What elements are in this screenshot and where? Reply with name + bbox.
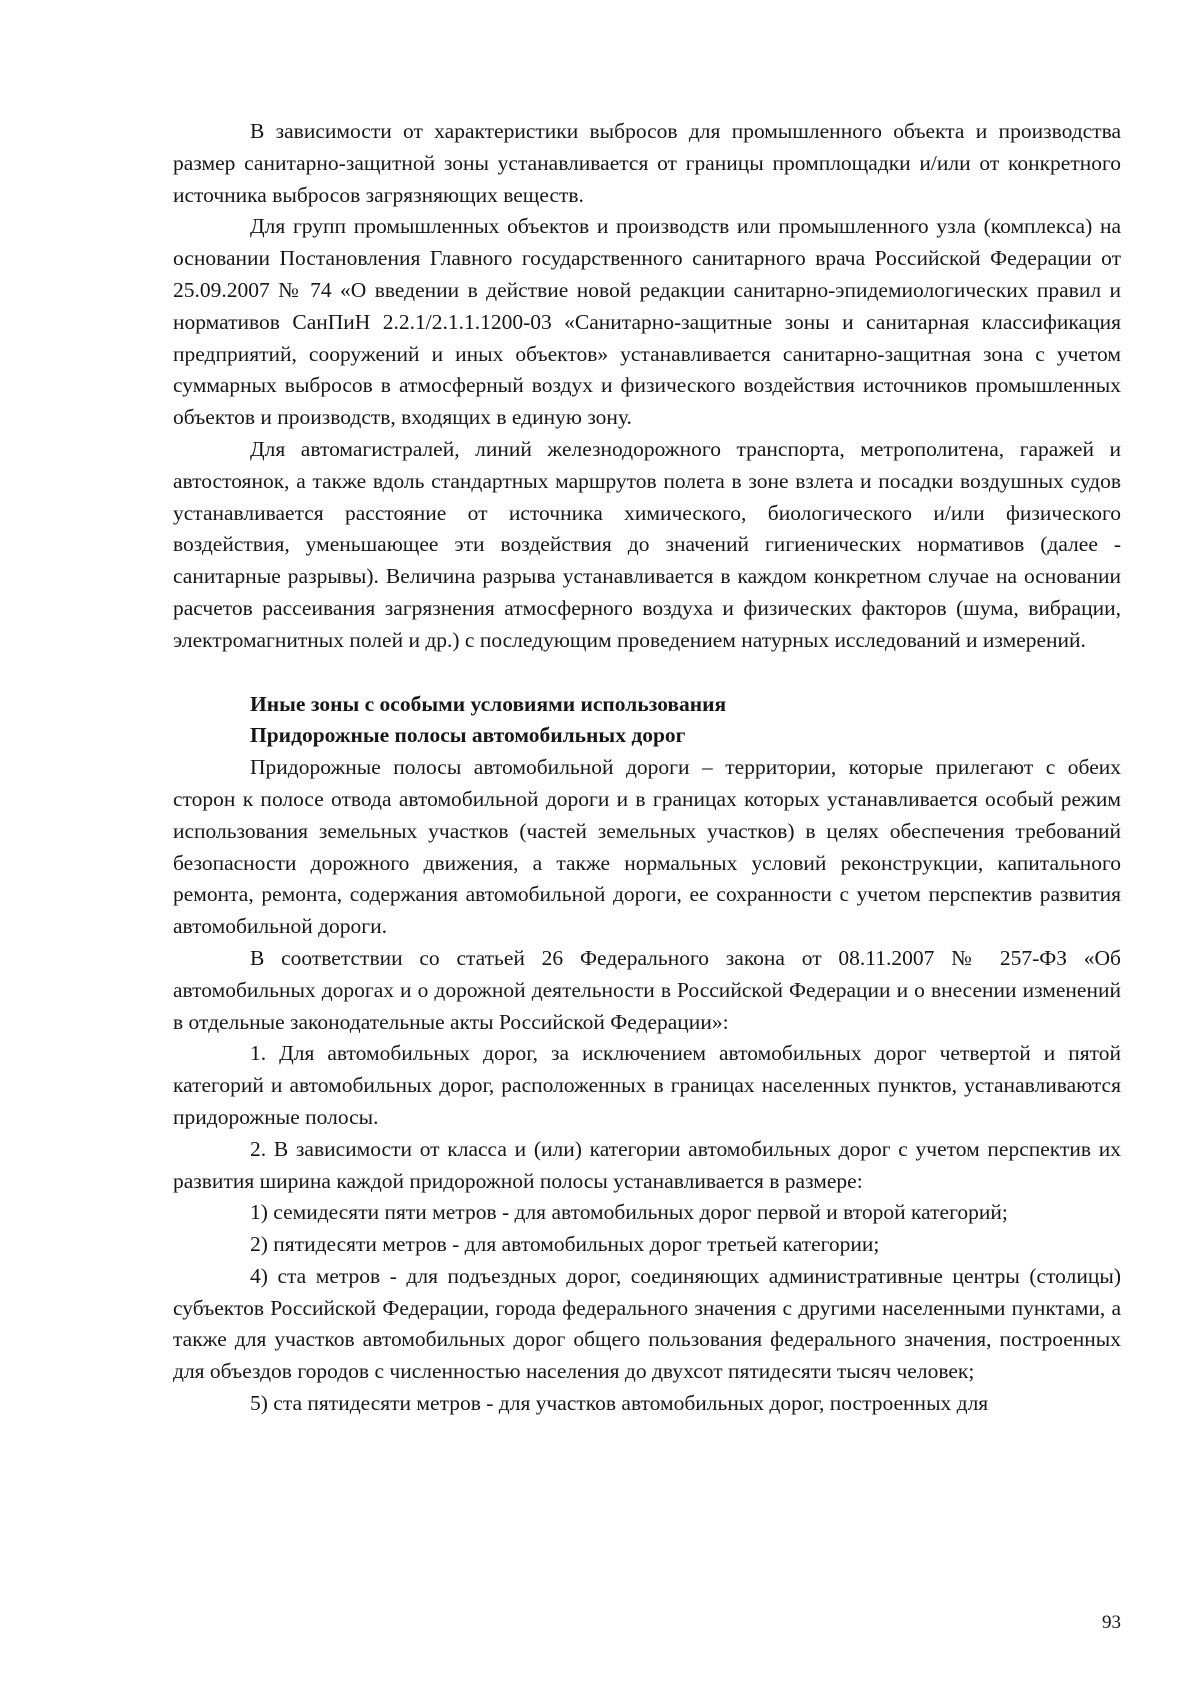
subsection-heading: Придорожные полосы автомобильных дорог bbox=[250, 723, 686, 748]
section-spacer bbox=[173, 657, 1121, 689]
paragraph-roadside-definition: Придорожные полосы автомобильной дороги – территории, которые прилегают с обеих сторон к полосе отвода автомобильной дороги и в границах которых устанавливается особый режим использования земельных участков (частей земельных участков) в целях обеспечения требований безопасности дорожного движения, а также нормальных условий реконструкции, капитального ремонта, ремонта, содержания автомобильной дороги, ее сохранности с учетом перспектив развития автомобильной дороги. bbox=[173, 755, 1121, 939]
sublist-item-2: 2) пятидесяти метров - для автомобильных дорог третьей категории; bbox=[250, 1232, 880, 1257]
paragraph-industrial-groups: Для групп промышленных объектов и производств или промышленного узла (комплекса) на основании Постановления Главного государственного санитарного врача Российской Федерации от 25.09.2007 № 74 «О введении в действие новой редакции санитарно-эпидемиологических правил и нормативов СанПиН 2.2.1/2.1.1.1200-03 «Санитарно-защитные зоны и санитарная классификация предприятий, сооружений и иных объектов» устанавливается санитарно-защитная зона с учетом суммарных выбросов в атмосферный воздух и физического воздействия источников промышленных объектов и производств, входящих в единую зону. bbox=[173, 214, 1121, 430]
paragraph-federal-law: В соответствии со статьей 26 Федерального закона от 08.11.2007 № 257-ФЗ «Об автомобильных дорогах и о дорожной деятельности в Российской Федерации и о внесении изменений в отдельные законодательные акты Российской Федерации»: bbox=[173, 945, 1121, 1034]
sublist-item-1: 1) семидесяти пяти метров - для автомобильных дорог первой и второй категорий; bbox=[250, 1200, 1008, 1225]
sublist-item-5: 5) ста пятидесяти метров - для участков автомобильных дорог, построенных для bbox=[250, 1391, 989, 1416]
list-item-1: 1. Для автомобильных дорог, за исключением автомобильных дорог четвертой и пятой категорий и автомобильных дорог, расположенных в границах населенных пунктов, устанавливаются придорожные полосы. bbox=[173, 1041, 1121, 1129]
page-content bbox=[173, 116, 1121, 1420]
list-item-2: 2. В зависимости от класса и (или) категории автомобильных дорог с учетом перспектив их развития ширина каждой придорожной полосы устанавливается в размере: bbox=[173, 1136, 1121, 1193]
paragraph-emission-zone: В зависимости от характеристики выбросов для промышленного объекта и производства размер санитарно-защитной зоны устанавливается от границы промплощадки и/или от конкретного источника выбросов загрязняющих веществ. bbox=[173, 119, 1121, 207]
page-number: 93 bbox=[1102, 1612, 1121, 1633]
sublist-item-4: 4) ста метров - для подъездных дорог, соединяющих административные центры (столицы) субъектов Российской Федерации, города федерального значения с другими населенными пунктами, а также для участков автомобильных дорог общего пользования федерального значения, построенных для объездов городов с численностью населения до двухсот пятидесяти тысяч человек; bbox=[173, 1263, 1121, 1384]
paragraph-sanitary-gaps: Для автомагистралей, линий железнодорожного транспорта, метрополитена, гаражей и автостоянок, а также вдоль стандартных маршрутов полета в зоне взлета и посадки воздушных судов устанавливается расстояние от источника химического, биологического и/или физического воздействия, уменьшающее эти воздействия до значений гигиенических нормативов (далее - санитарные разрывы). Величина разрыва устанавливается в каждом конкретном случае на основании расчетов рассеивания загрязнения атмосферного воздуха и физических факторов (шума, вибрации, электромагнитных полей и др.) с последующим проведением натурных исследований и измерений. bbox=[173, 436, 1121, 652]
section-heading: Иные зоны с особыми условиями использования bbox=[250, 691, 727, 716]
